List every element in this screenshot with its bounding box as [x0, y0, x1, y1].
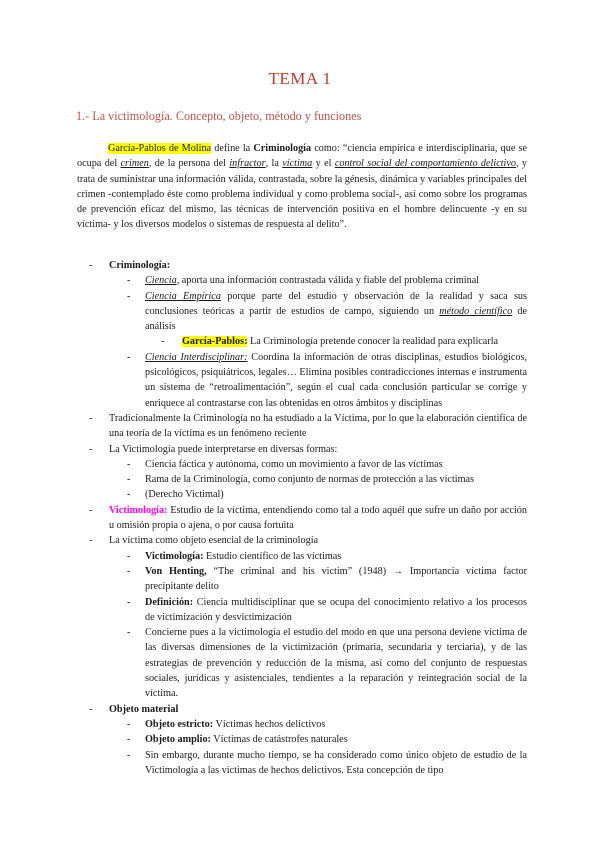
item-text: Tradicionalmente la Criminología no ha estudiado a la Víctima, por lo que la elaboración científica de una teoría de la víctima es un fenómeno reciente [109, 412, 527, 440]
list-item [0, 595, 600, 626]
garcia-highlight: García-Pablos: [182, 336, 248, 348]
bullet: - [89, 412, 93, 424]
item-text: Estudio de la víctima, entendiendo como tal a todo aquél que sufre un daño por acción u omisión propia o ajena, o por causa fortuita [109, 504, 527, 532]
list-item [0, 732, 600, 747]
list-item [0, 503, 600, 534]
empirica-term: Ciencia Empírica [145, 290, 221, 302]
list-item [0, 457, 600, 472]
bullet: - [127, 474, 131, 486]
list-item [0, 472, 600, 487]
control-social-term: control social del comportamiento delictivo [334, 158, 516, 170]
bullet: - [89, 535, 93, 547]
list-item [0, 748, 600, 779]
item-text: , aporta una información contrastada válida y fiable del problema criminal [176, 275, 480, 287]
bullet: - [89, 504, 93, 516]
item-text: Coordina la información de otras disciplinas, estudios biológicos, psicológicos, psiquiátricos, legales… Elimina posibles contradicciones internas e instrumenta un sistema de “retroalimentación”, según el cual cada conclusión particular se corrige y enriquece al contrastarse con las obtenidas en otros ámbitos y disciplinas [145, 351, 528, 409]
list-item [0, 334, 600, 349]
list-item [0, 717, 600, 732]
item-text: La Victimología puede interpretarse en diversas formas: [109, 443, 338, 455]
list-item [0, 289, 600, 335]
page-title: TEMA 1 [268, 69, 332, 88]
section-heading: 1.- La victimología. Concepto, objeto, método y funciones [76, 109, 362, 123]
list-item [0, 564, 600, 595]
estricto-label: Objeto estricto: [145, 718, 214, 730]
item-text: La víctima como objeto esencial de la criminología [109, 535, 319, 547]
list-item [0, 258, 600, 273]
victimologia-label: Victimología: [145, 550, 204, 562]
bullet: - [127, 489, 131, 501]
item-text: Ciencia multidisciplinar que se ocupa del conocimiento relativo a los procesos de victimización y desvictimización [145, 596, 527, 623]
intro-text: , la [265, 158, 283, 170]
intro-paragraph [77, 141, 527, 233]
victima-term: víctima [282, 158, 313, 170]
bullet: - [127, 718, 131, 730]
intro-text: como: “ciencia empírica e interdisciplinaria, que se ocupa del [77, 143, 527, 170]
item-text: Concierne pues a la victimología el estudio del modo en que una persona deviene víctima de las diversas dimensiones de la victimización (primaria, secundaria y terciaria), y de las estrategias de prevención y reducción de la misma, así como del conjunto de respuestas sociales, jurídicas y asistenciales, tendientes a la reparación y reintegración social de la víctima. [145, 627, 527, 700]
ciencia-term: Ciencia [145, 275, 177, 287]
list-item [0, 411, 600, 442]
item-text: La Criminología pretende conocer la realidad para explicarla [247, 336, 499, 348]
item-text: Ciencia fáctica y autónoma, como un movimiento a favor de las víctimas [145, 458, 443, 470]
item-text: “The criminal and his victim” (1948) → Importancia víctima factor precipitante delito [145, 565, 528, 593]
henting-label: Von Henting, [145, 565, 207, 577]
bullet: - [127, 290, 131, 302]
bullet: - [127, 550, 131, 562]
list-item [0, 533, 600, 548]
outline-list [0, 258, 600, 778]
intro-text: y el [312, 158, 335, 170]
victimologia-highlight: Victimología: [109, 504, 168, 516]
bullet: - [161, 336, 165, 348]
list-item [0, 625, 600, 701]
bullet: - [127, 627, 131, 639]
bullet: - [127, 565, 131, 577]
infractor-term: infractor [229, 158, 266, 170]
list-item [0, 487, 600, 502]
item-text: Rama de la Criminología, como conjunto de normas de protección a las víctimas [145, 474, 475, 486]
item-text: Sin embargo, durante mucho tiempo, se ha considerado como único objeto de estudio de la Victimología a las víctimas de hechos delictivos. Esta concepción de tipo [145, 749, 527, 776]
bullet: - [127, 275, 131, 287]
bullet: - [127, 749, 131, 761]
bullet: - [89, 703, 93, 715]
bullet: - [89, 443, 93, 455]
item-text: (Derecho Victimal) [145, 489, 224, 501]
intro-text: define la [211, 143, 254, 154]
bullet: - [127, 351, 131, 363]
amplio-label: Objeto amplio: [145, 734, 211, 746]
intro-text: , de la persona del [148, 158, 230, 170]
item-text: de análisis [145, 305, 528, 333]
list-item [0, 273, 600, 288]
list-item [0, 549, 600, 564]
item-text: Víctimas hechos delictivos [213, 718, 326, 730]
intro-text: , y trata de suministrar una información válida, contrastada, sobre la génesis, dinámica y variables principales del crimen -contemplado éste como problema individual y como problema social-, así como sobre los programas de prevención eficaz del mismo, las técnicas de intervención positiva en el hombre delincuente -y en su víctima- y los diversos modelos o sistemas de respuesta al delito”. [77, 158, 528, 231]
crimen-term: crimen [120, 158, 149, 170]
criminologia-term: Criminología [253, 143, 312, 154]
list-item [0, 350, 600, 411]
metodo-term: método científico [439, 305, 513, 317]
list-item [0, 702, 600, 717]
bullet: - [89, 260, 93, 271]
author-highlight: García-Pablos de Molina [108, 143, 212, 154]
bullet: - [127, 458, 131, 470]
bullet: - [127, 596, 131, 608]
objeto-material-heading: Objeto material [109, 703, 179, 715]
interdisciplinar-term: Ciencia Interdisciplinar: [145, 351, 248, 363]
item-text: porque parte del estudio y observación de la realidad y saca sus conclusiones teóricas a partir de estudios de campo, siguiendo un [145, 290, 527, 317]
item-text: Víctimas de catástrofes naturales [210, 734, 348, 746]
bullet: - [127, 734, 131, 746]
item-text: Estudio científico de las víctimas [203, 550, 342, 562]
list-item [0, 442, 600, 457]
criminologia-heading: Criminología: [109, 260, 171, 271]
definicion-label: Definición: [145, 596, 194, 608]
